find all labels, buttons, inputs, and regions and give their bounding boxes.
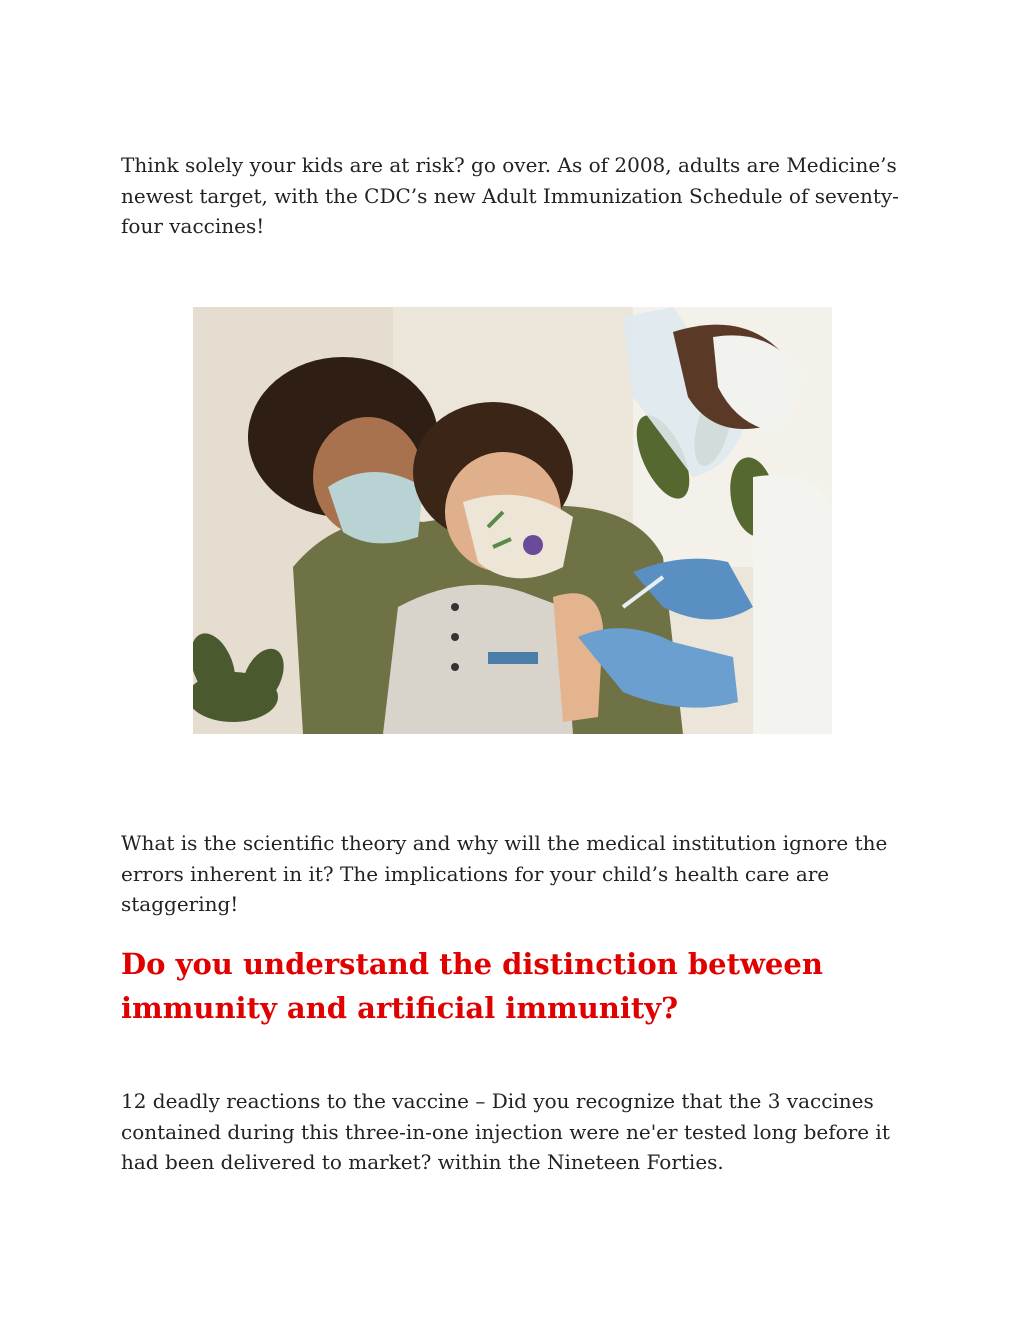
section-heading: Do you understand the distinction between immunity and artificial immunity?: [121, 947, 823, 1025]
vaccination-photo: [193, 307, 832, 734]
intro-paragraph: Think solely your kids are at risk? go over. As of 2008, adults are Medicine’s newest target, with the CDC’s new Adult Immunization Schedule of seventy-four vaccines!: [121, 153, 899, 238]
theory-paragraph: What is the scientific theory and why will the medical institution ignore the errors inherent in it? The implications for your child’s health care are staggering!: [121, 831, 888, 916]
reactions-paragraph: 12 deadly reactions to the vaccine – Did you recognize that the 3 vaccines contained during this three-in-one injection were ne'er tested long before it had been delivered to market? within the Nineteen Forties.: [121, 1089, 890, 1174]
